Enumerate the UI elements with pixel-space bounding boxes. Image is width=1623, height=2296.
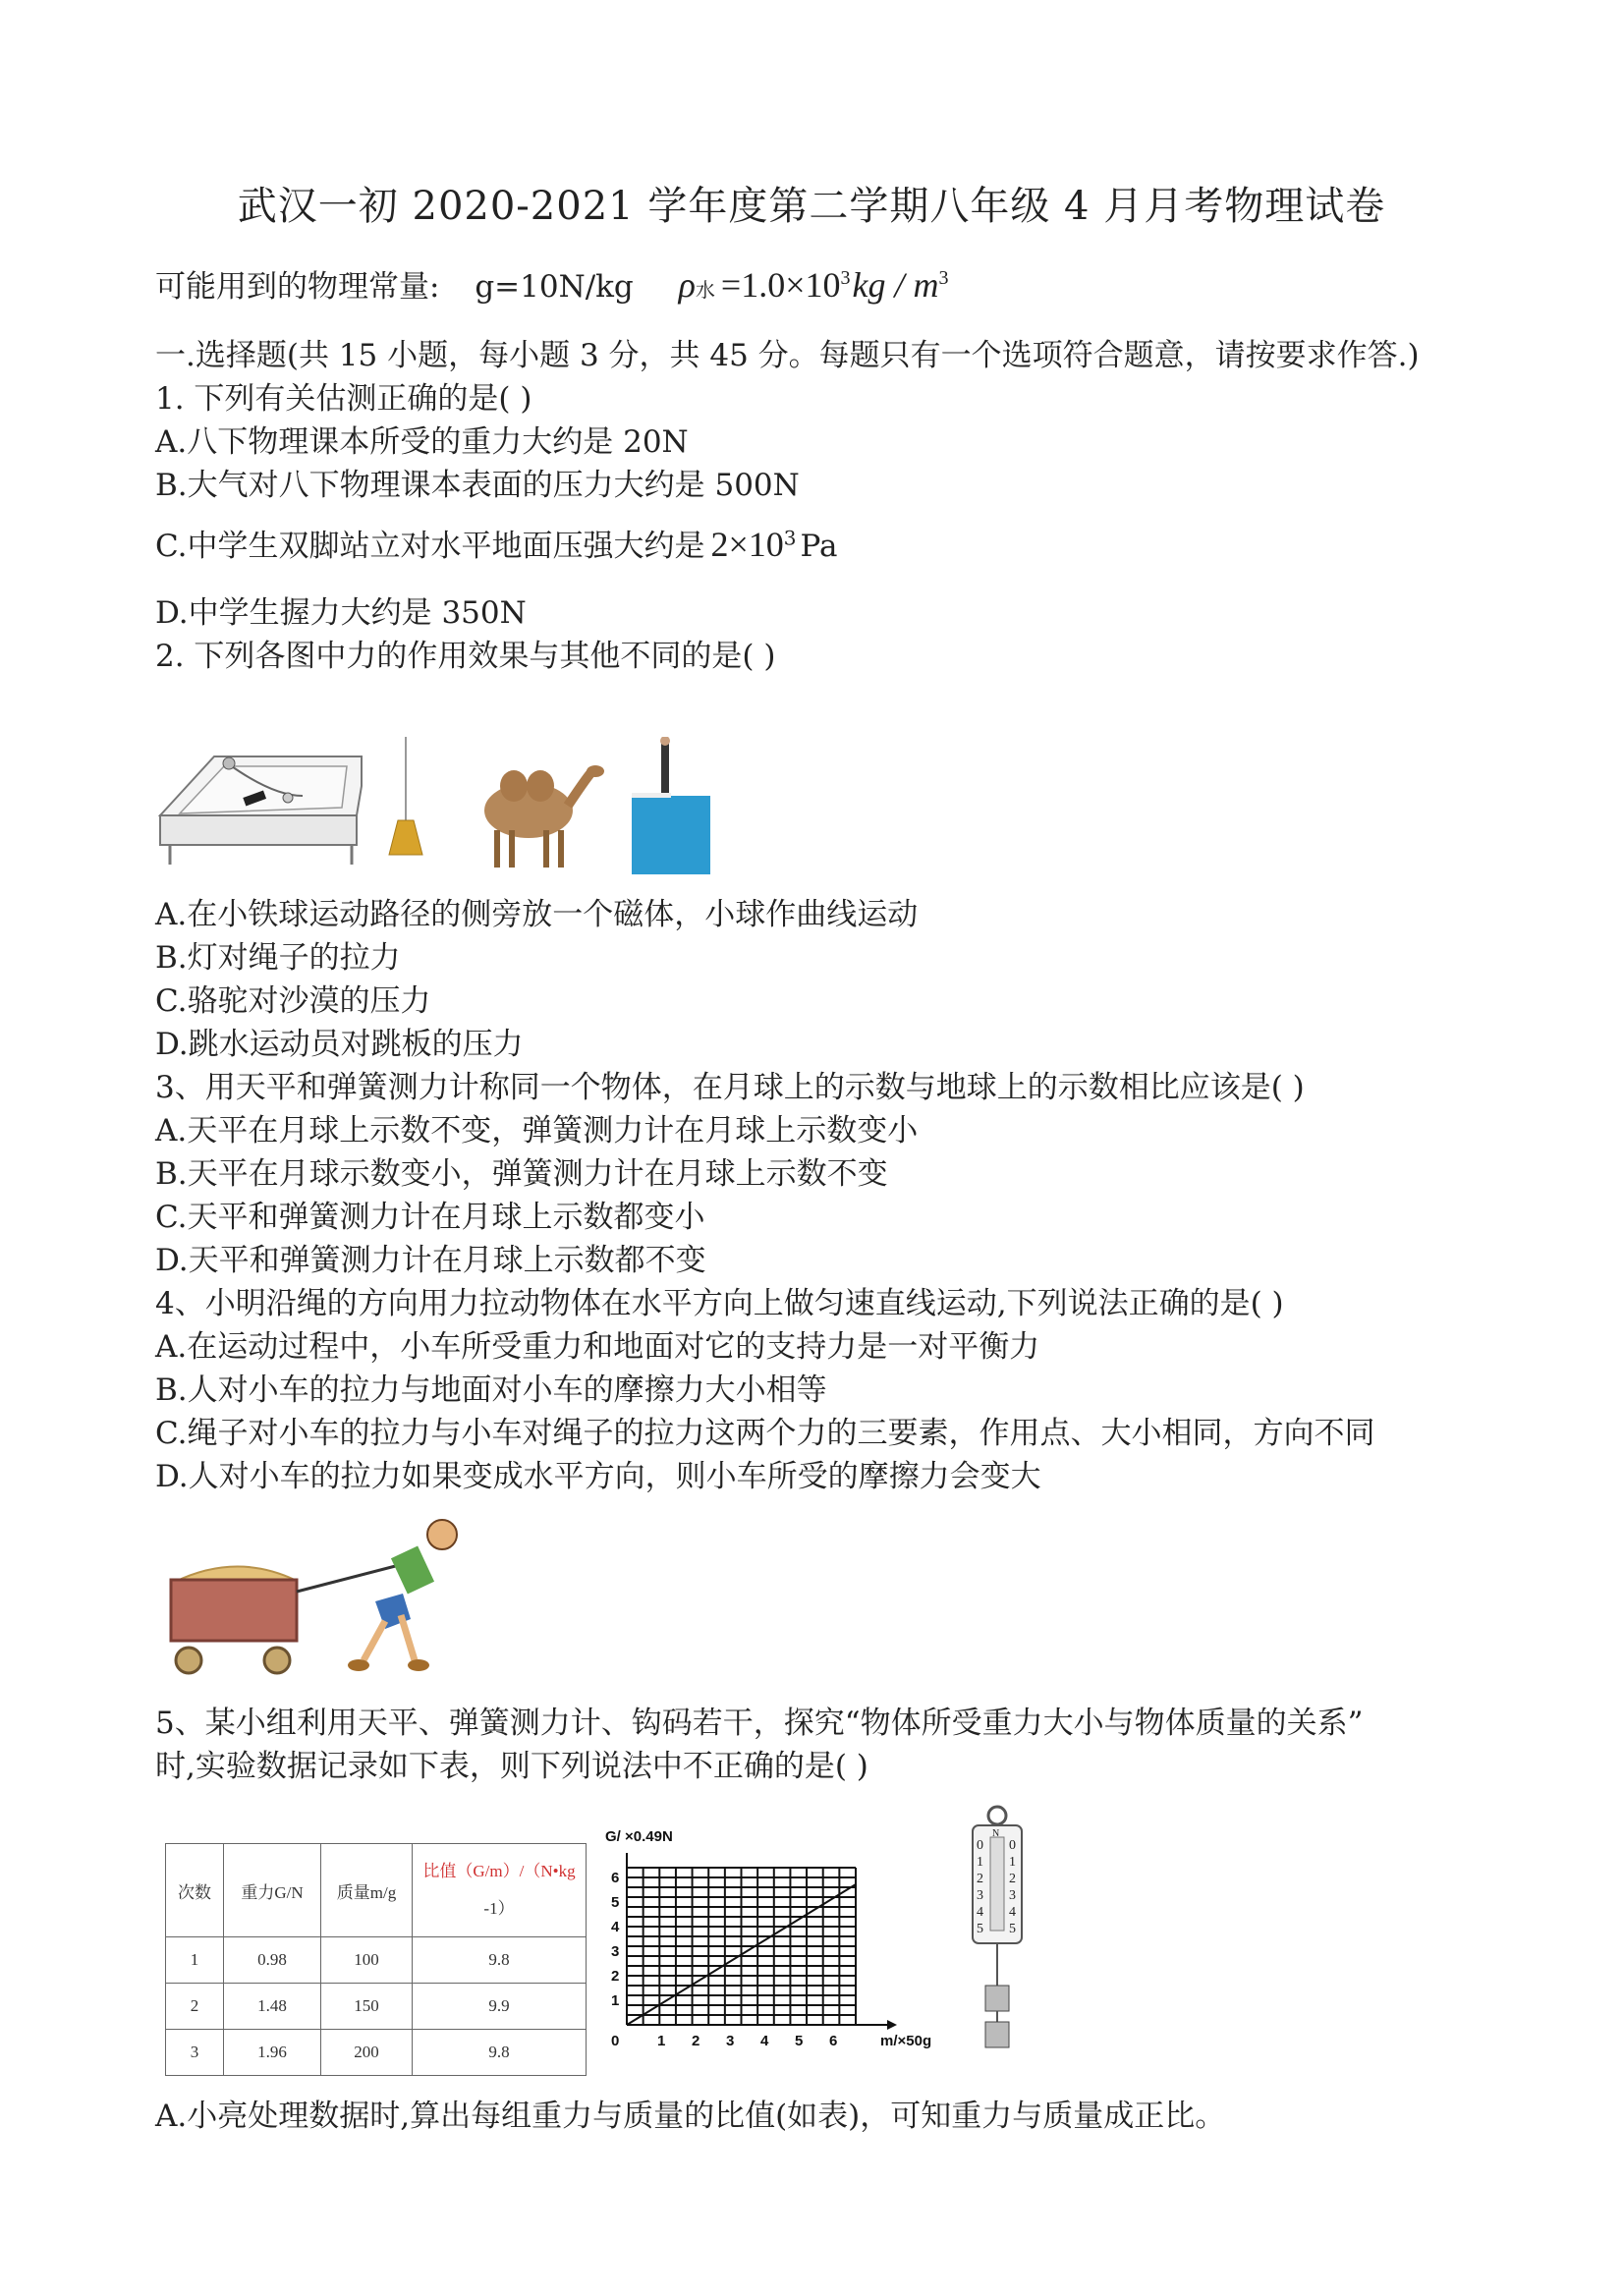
table-row: 1 0.98 100 9.8 — [166, 1937, 587, 1984]
rho-water-formula: ρ水 $=1.0\times 10^3kg / m^3$ — [678, 265, 949, 305]
scale-mark: 4 — [977, 1905, 983, 1920]
q5-stem-line2: 时,实验数据记录如下表，则下列说法中不正确的是( ) — [155, 1749, 868, 1784]
scale-mark: 0 — [1009, 1838, 1016, 1853]
gravity-constant: g=10N/kg — [475, 269, 634, 305]
q5-stem-line1: 5、某小组利用天平、弹簧测力计、钩码若干，探究“物体所受重力大小与物体质量的关系” — [155, 1706, 1364, 1741]
graph-y-label: G/ ×0.49N — [605, 1828, 673, 1845]
camel-figure — [484, 765, 604, 868]
spring-scale-figure — [958, 1804, 1036, 2064]
q1-option-b: B.大气对八下物理课本表面的压力大约是 500N — [155, 468, 800, 503]
q2-figures — [155, 737, 725, 874]
q4-option-a: A.在运动过程中，小车所受重力和地面对它的支持力是一对平衡力 — [155, 1329, 1040, 1365]
y-tick-label: 4 — [611, 1919, 620, 1935]
table-row: 3 1.96 200 9.8 — [166, 2030, 587, 2076]
q5-graph — [597, 1823, 961, 2064]
q2-option-b: B.灯对绳子的拉力 — [155, 940, 401, 976]
table-header: 次数 — [166, 1844, 224, 1937]
q4-stem: 4、小明沿绳的方向用力拉动物体在水平方向上做匀速直线运动,下列说法正确的是( ) — [155, 1286, 1284, 1321]
hanging-lamp-figure — [389, 737, 422, 855]
q1-option-a: A.八下物理课本所受的重力大约是 20N — [155, 424, 689, 460]
scale-mark: 2 — [1009, 1872, 1016, 1886]
scale-mark: 1 — [1009, 1855, 1016, 1870]
q2-option-c: C.骆驼对沙漠的压力 — [155, 983, 431, 1019]
x-tick-label: 3 — [726, 2033, 735, 2049]
q3-option-d: D.天平和弹簧测力计在月球上示数都不变 — [155, 1243, 706, 1278]
scale-mark: 5 — [1009, 1922, 1016, 1936]
x-tick-label: 1 — [657, 2033, 666, 2049]
constants-line — [155, 261, 949, 306]
y-tick-label: 2 — [611, 1968, 620, 1985]
table-header: 重力G/N — [224, 1844, 321, 1937]
q3-stem: 3、用天平和弹簧测力计称同一个物体，在月球上的示数与地球上的示数相比应该是( ) — [155, 1070, 1305, 1105]
scale-mark: 2 — [977, 1872, 983, 1886]
section-header: 一.选择题(共 15 小题，每小题 3 分，共 45 分。每题只有一个选项符合题意，请按要求作答.) — [155, 338, 1420, 373]
q3-option-b: B.天平在月球示数变小，弹簧测力计在月球上示数不变 — [155, 1156, 888, 1192]
constants-label: 可能用到的物理常量: — [155, 269, 440, 305]
boy-pulling-cart-figure — [157, 1513, 481, 1690]
table-row: 2 1.48 150 9.9 — [166, 1984, 587, 2030]
q3-option-a: A.天平在月球上示数不变，弹簧测力计在月球上示数变小 — [155, 1113, 919, 1148]
q3-option-c: C.天平和弹簧测力计在月球上示数都变小 — [155, 1200, 705, 1235]
x-tick-label: 6 — [829, 2033, 838, 2049]
q5-data-table — [165, 1843, 587, 2076]
x-tick-label: 4 — [760, 2033, 769, 2049]
scale-mark: 0 — [977, 1838, 983, 1853]
scale-mark: 3 — [977, 1888, 983, 1903]
q2-option-d: D.跳水运动员对跳板的压力 — [155, 1027, 524, 1062]
scale-mark: 4 — [1009, 1905, 1016, 1920]
x-tick-label: 2 — [692, 2033, 700, 2049]
y-tick-label: 3 — [611, 1943, 620, 1960]
q2-stem: 2. 下列各图中力的作用效果与其他不同的是( ) — [155, 639, 776, 674]
diver-figure — [632, 737, 710, 874]
table-header: 比值（G/m）/（N•kg -1） — [413, 1844, 587, 1937]
q4-option-b: B.人对小车的拉力与地面对小车的摩擦力大小相等 — [155, 1372, 827, 1408]
graph-x-label: m/×50g — [880, 2033, 932, 2049]
magnet-table-figure — [160, 756, 362, 865]
table-header: 质量m/g — [321, 1844, 413, 1937]
y-tick-label: 6 — [611, 1870, 620, 1886]
q1-option-c: C.中学生双脚站立对水平地面压强大约是 $2\times 10^3$ Pa — [155, 525, 838, 564]
scale-mark: 3 — [1009, 1888, 1016, 1903]
x-tick-label: 5 — [795, 2033, 804, 2049]
q4-option-c: C.绳子对小车的拉力与小车对绳子的拉力这两个力的三要素，作用点、大小相同，方向不同 — [155, 1416, 1375, 1451]
scale-top-label: N — [992, 1828, 1000, 1839]
graph-origin: 0 — [611, 2033, 620, 2049]
y-tick-label: 5 — [611, 1894, 620, 1911]
q5-option-a: A.小亮处理数据时,算出每组重力与质量的比值(如表)，可知重力与质量成正比。 — [155, 2099, 1226, 2134]
q1-stem: 1. 下列有关估测正确的是( ) — [155, 381, 532, 417]
page-title: 武汉一初 2020-2021 学年度第二学期八年级 4 月月考物理试卷 — [237, 184, 1386, 229]
q4-option-d: D.人对小车的拉力如果变成水平方向，则小车所受的摩擦力会变大 — [155, 1459, 1041, 1494]
y-tick-label: 1 — [611, 1992, 620, 2009]
scale-mark: 5 — [977, 1922, 983, 1936]
q2-option-a: A.在小铁球运动路径的侧旁放一个磁体，小球作曲线运动 — [155, 897, 919, 932]
scale-mark: 1 — [977, 1855, 983, 1870]
q1-option-d: D.中学生握力大约是 350N — [155, 595, 527, 631]
